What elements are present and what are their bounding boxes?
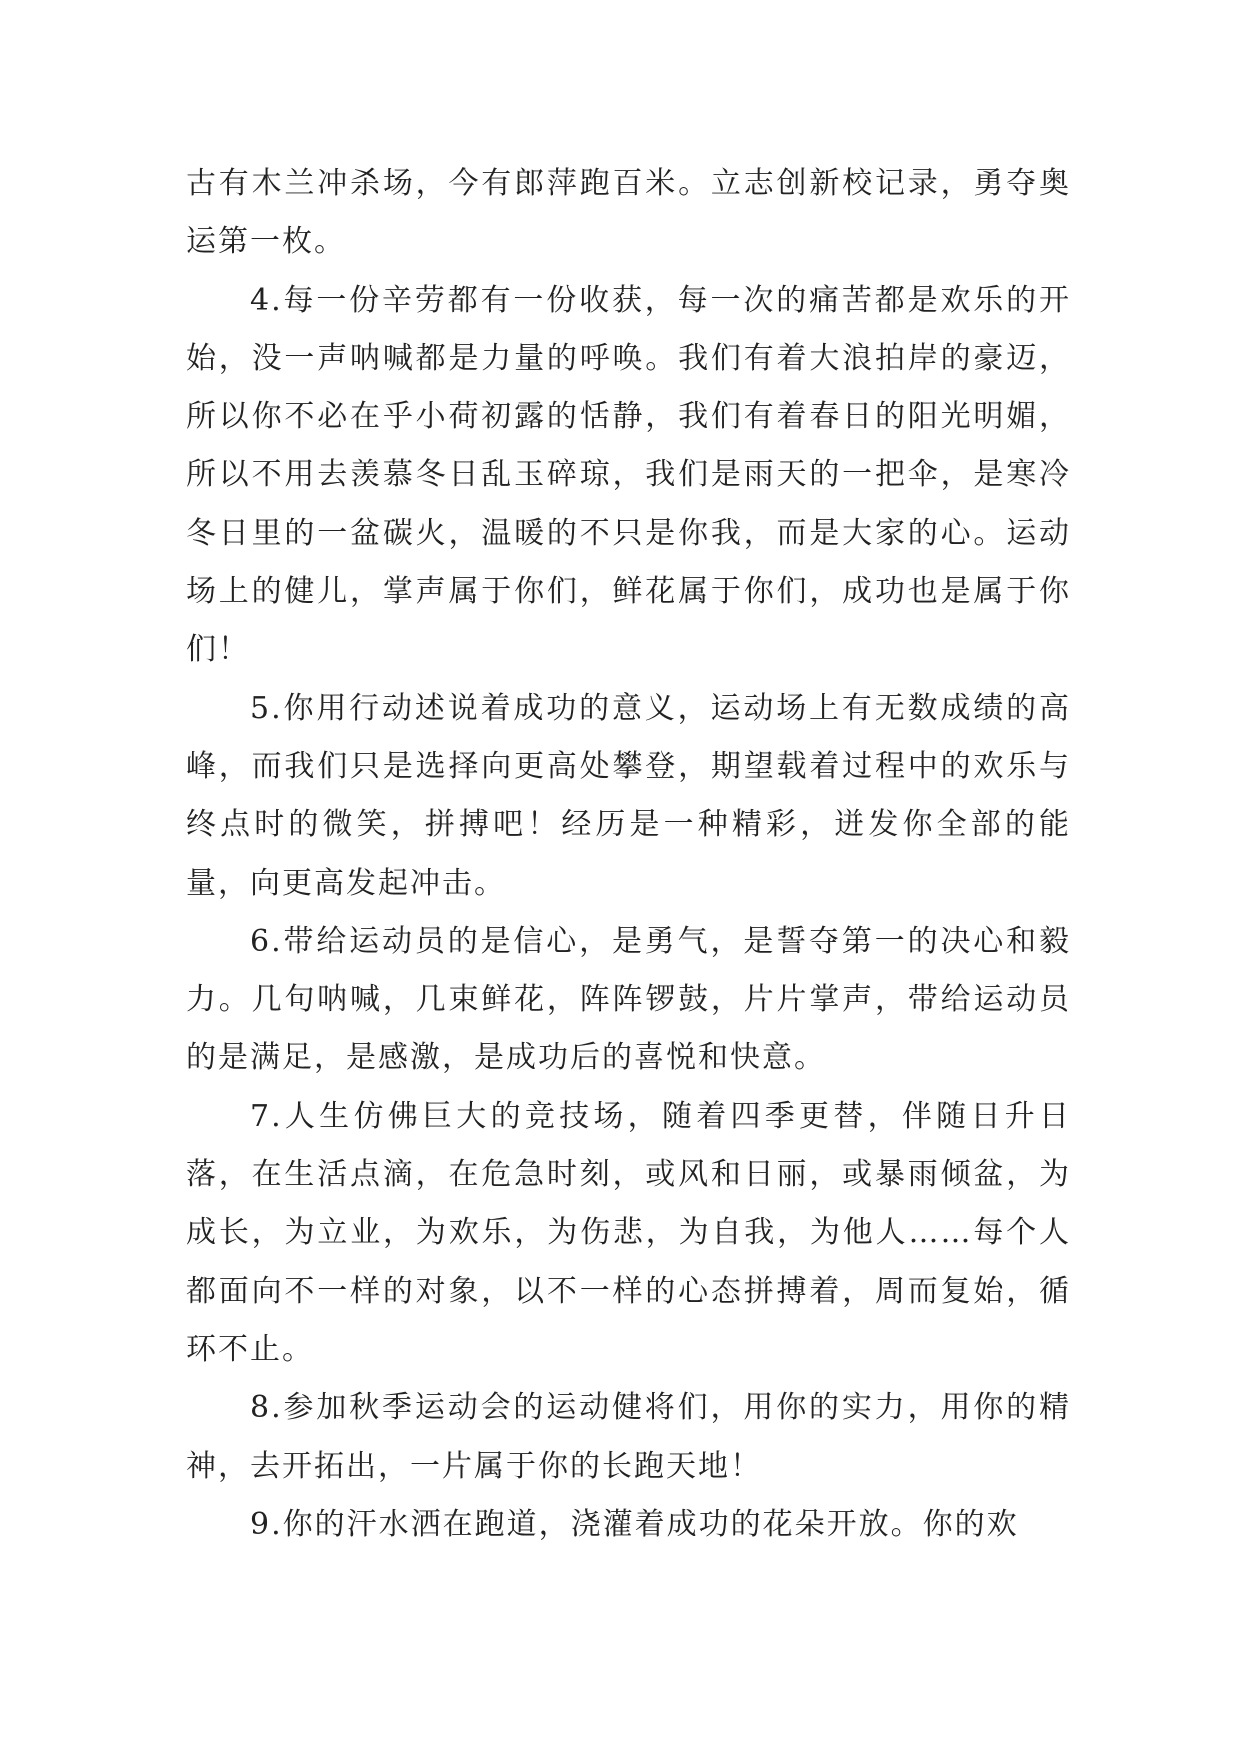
paragraph-item-5: 5.你用行动述说着成功的意义，运动场上有无数成绩的高峰，而我们只是选择向更高处攀登，期望载着过程中的欢乐与终点时的微笑，拼搏吧！经历是一种精彩，迸发你全部的能量，向更高发起冲击。 <box>186 690 1071 901</box>
paragraph-continuation: 古有木兰冲杀场，今有郎萍跑百米。立志创新校记录，勇夺奥运第一枚。 <box>186 166 1071 260</box>
paragraph-item-7: 7.人生仿佛巨大的竞技场，随着四季更替，伴随日升日落，在生活点滴，在危急时刻，或风和日丽，或暴雨倾盆，为成长，为立业，为欢乐，为伤悲，为自我，为他人……每个人都面向不一样的对象，以不一样的心态拼搏着，周而复始，循环不止。 <box>186 1098 1071 1367</box>
paragraph-item-9: 9.你的汗水洒在跑道，浇灌着成功的花朵开放。你的欢 <box>250 1506 1019 1542</box>
document-body <box>186 155 1071 1554</box>
paragraph-item-6: 6.带给运动员的是信心，是勇气，是誓夺第一的决心和毅力。几句呐喊，几束鲜花，阵阵锣鼓，片片掌声，带给运动员的是满足，是感激，是成功后的喜悦和快意。 <box>186 923 1071 1076</box>
paragraph-item-4: 4.每一份辛劳都有一份收获，每一次的痛苦都是欢乐的开始，没一声呐喊都是力量的呼唤。我们有着大浪拍岸的豪迈，所以你不必在乎小荷初露的恬静，我们有着春日的阳光明媚，所以不用去羡慕冬日乱玉碎琼，我们是雨天的一把伞，是寒冷冬日里的一盆碳火，温暖的不只是你我，而是大家的心。运动场上的健儿，掌声属于你们，鲜花属于你们，成功也是属于你们！ <box>186 282 1071 668</box>
paragraph-item-8: 8.参加秋季运动会的运动健将们，用你的实力，用你的精神，去开拓出，一片属于你的长跑天地！ <box>186 1390 1071 1484</box>
